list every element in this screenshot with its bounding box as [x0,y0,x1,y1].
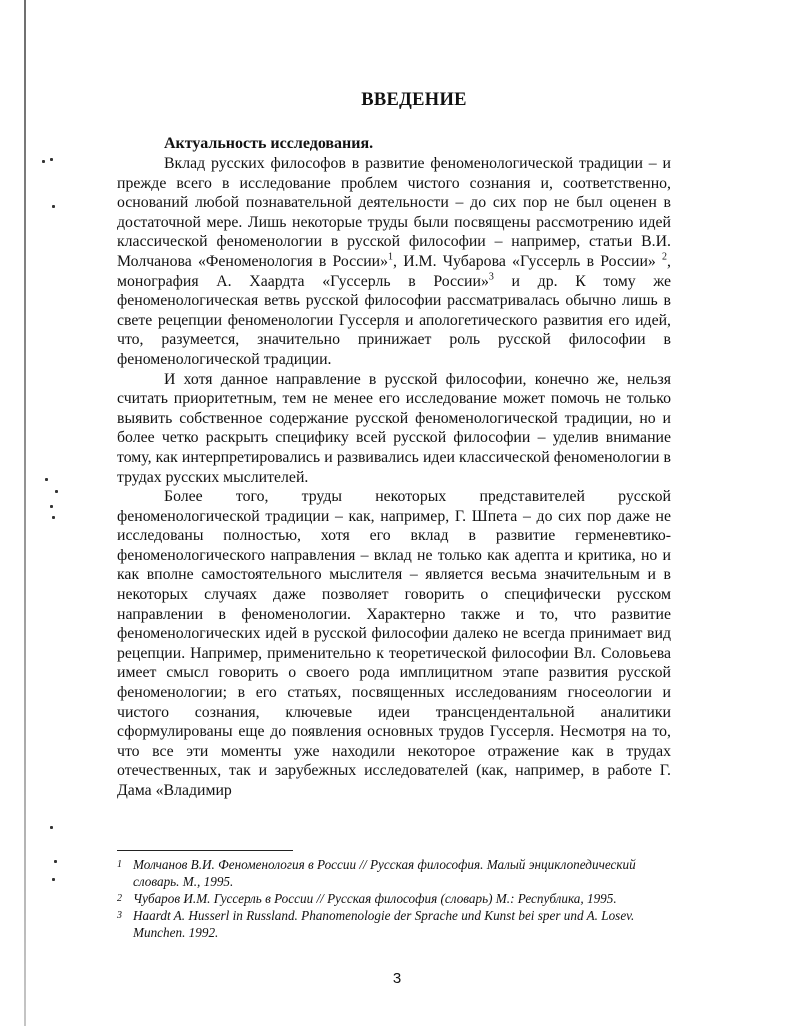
footnote-text: Haardt A. Husserl in Russland. Phanomenologie der Sprache und Kunst bei sper und A. Losev. Munchen. 1992. [133,908,635,940]
footnote-ref[interactable]: 3 [488,271,494,283]
scan-left-edge [24,0,26,1026]
paragraph-text: , И.М. Чубарова «Гуссерль в России» [393,252,663,270]
footnotes [117,856,673,941]
paragraph-text: И хотя данное направление в русской философии, конечно же, нельзя считать приоритетным, тем не менее его исследование может помочь не только выявить собственное содержание русской феноменологической традиции, но и более четко раскрыть специфику всей русской философии – уделив внимание тому, как интерпретировались и развивались идеи классической феноменологии в трудах русских мыслителей. [117,370,671,486]
footnote-number: 3 [117,910,122,921]
footnote [117,890,673,907]
footnote-ref[interactable]: 1 [388,251,394,263]
footnote-ref[interactable]: 2 [662,251,668,263]
footnote-number: 1 [117,859,122,870]
footnote-divider [117,850,293,851]
paragraph-text: Вклад русских философов в развитие феноменологической традиции – и прежде всего в исследование проблем чистого сознания и, соответственно, оснований любой познавательной деятельности – до сих пор не был оценен в достаточной мере. Лишь некоторые труды были посвящены рассмотрению идей классической феноменологии в русской философии – например, статьи В.И. Молчанова «Феноменология в России» [117,155,671,270]
page-number: 3 [392,970,402,987]
paragraph-text: , монография А. Хаардта «Гуссерль в России» [117,252,671,290]
section-title: Актуальность исследования. [164,135,374,152]
page-title: ВВЕДЕНИЕ [361,90,467,110]
paragraphs [117,154,671,801]
body-paragraph [117,154,671,370]
footnote-text: Молчанов В.И. Феноменология в России // Русская философия. Малый энциклопедический словарь. М., 1995. [133,857,636,889]
body-paragraph [117,487,671,801]
paragraph-text: и др. К тому же феноменологическая ветвь русской философии рассматривалась обычно лишь в свете рецепции феноменологии Гуссерля и апологетического развития его идей, что, разумеется, значительно принижает роль русской философии в феноменологической традиции. [117,272,672,368]
footnote [117,907,673,941]
footnote-number: 2 [117,893,122,904]
body-paragraph [117,370,671,488]
paragraph-text: Более того, труды некоторых представителей русской феноменологической традиции – как, например, Г. Шпета – до сих пор даже не исследованы полностью, хотя его вклад в развитие герменевтико-феноменологического направления – вклад не только как адепта и критика, но и как вполне самостоятельного мыслителя – является весьма значительным и в некоторых случаях даже позволяет говорить о специфически русском направлении в феноменологии. Характерно также и то, что развитие феноменологических идей в русской философии далеко не всегда принимает вид рецепции. Например, применительно к теоретической философии Вл. Соловьева имеет смысл говорить о своего рода имплицитном этапе развития русской феноменологии; в его статьях, посвященных исследованиям гносеологии и чистого сознания, ключевые идеи трансцендентальной аналитики сформулированы еще до появления основных трудов Гуссерля. Несмотря на то, что все эти моменты уже находили некоторое отражение как в трудах отечественных, так и зарубежных исследователей (как, например, в работе Г. Дама «Владимир [117,488,671,799]
footnote-text: Чубаров И.М. Гуссерль в России // Русская философия (словарь) М.: Республика, 1995. [133,891,617,906]
document-body [117,88,671,801]
footnote [117,856,673,890]
